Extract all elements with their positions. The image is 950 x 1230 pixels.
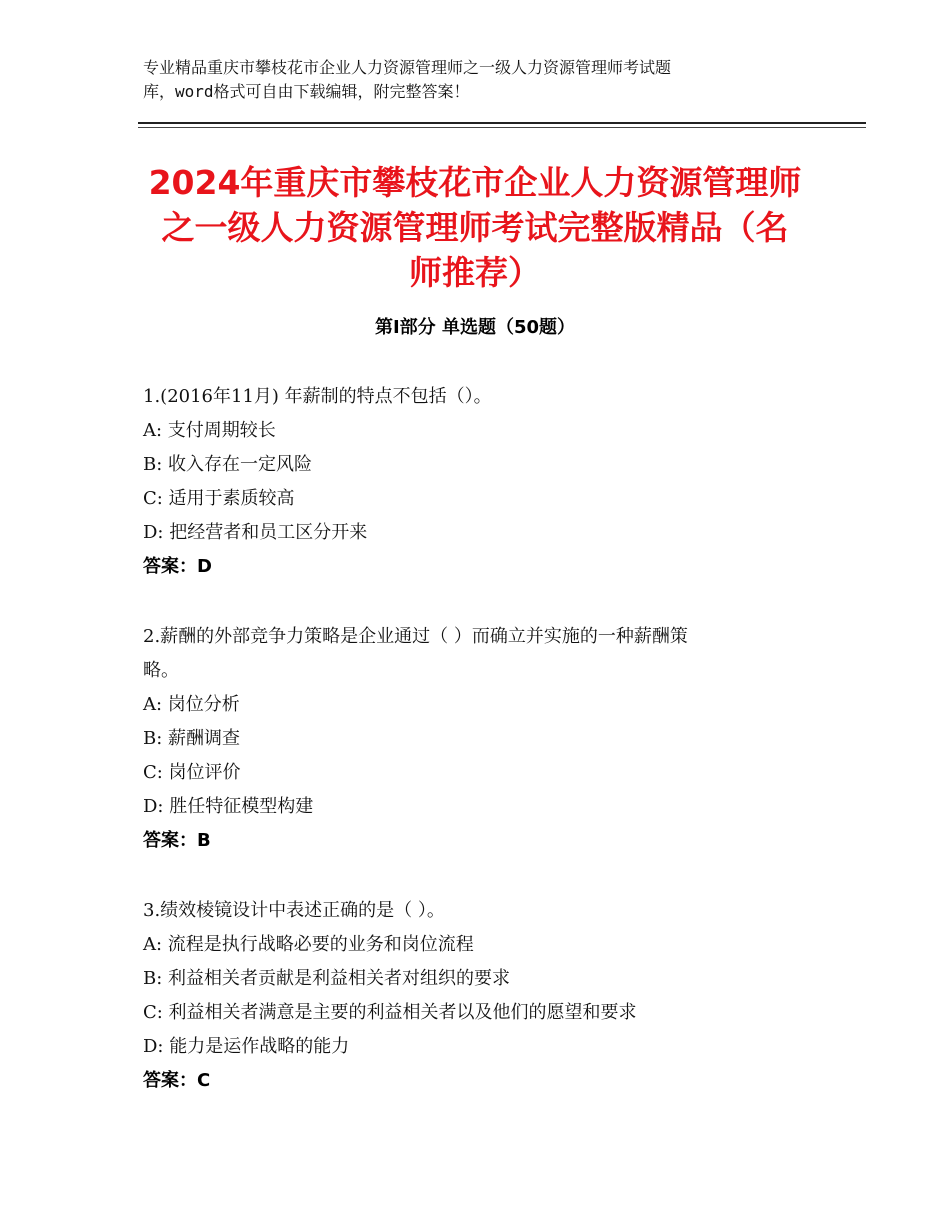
header-divider-thick <box>138 122 866 124</box>
question-2 <box>143 620 823 858</box>
document-title <box>120 160 830 295</box>
title-line-2: 之一级人力资源管理师考试完整版精品（名 <box>161 208 789 247</box>
title-line-3: 师推荐） <box>409 253 541 292</box>
question-stem: 1.(2016年11月) 年薪制的特点不包括（）。 <box>143 386 492 407</box>
question-stem-continued: 略。 <box>143 660 179 681</box>
header-note-line-2: 库，word格式可自由下载编辑，附完整答案！ <box>143 82 470 101</box>
answer-label: 答案：D <box>143 556 212 577</box>
option-d: D: 胜任特征模型构建 <box>143 796 314 817</box>
option-d: D: 把经营者和员工区分开来 <box>143 522 368 543</box>
option-b: B: 利益相关者贡献是利益相关者对组织的要求 <box>143 968 511 989</box>
section-heading: 第Ⅰ部分 单选题（50题） <box>374 317 575 338</box>
option-c: C: 适用于素质较高 <box>143 488 295 509</box>
option-c: C: 利益相关者满意是主要的利益相关者以及他们的愿望和要求 <box>143 1002 637 1023</box>
question-stem: 2.薪酬的外部竞争力策略是企业通过（ ）而确立并实施的一种薪酬策 <box>143 626 688 647</box>
title-line-1: 2024年重庆市攀枝花市企业人力资源管理师 <box>148 163 802 202</box>
option-c: C: 岗位评价 <box>143 762 241 783</box>
option-a: A: 支付周期较长 <box>143 420 276 441</box>
header-note <box>143 56 823 104</box>
header-note-line-1: 专业精品重庆市攀枝花市企业人力资源管理师之一级人力资源管理师考试题 <box>143 58 672 77</box>
answer-label: 答案：C <box>143 1070 211 1091</box>
option-a: A: 流程是执行战略必要的业务和岗位流程 <box>143 934 474 955</box>
header-divider-thin <box>138 127 866 128</box>
option-a: A: 岗位分析 <box>143 694 240 715</box>
question-stem: 3.绩效棱镜设计中表述正确的是（ ）。 <box>143 900 445 921</box>
question-3 <box>143 894 823 1098</box>
question-list <box>143 380 823 1134</box>
question-1 <box>143 380 823 584</box>
option-d: D: 能力是运作战略的能力 <box>143 1036 350 1057</box>
answer-label: 答案：B <box>143 830 211 851</box>
option-b: B: 收入存在一定风险 <box>143 454 313 475</box>
option-b: B: 薪酬调查 <box>143 728 241 749</box>
